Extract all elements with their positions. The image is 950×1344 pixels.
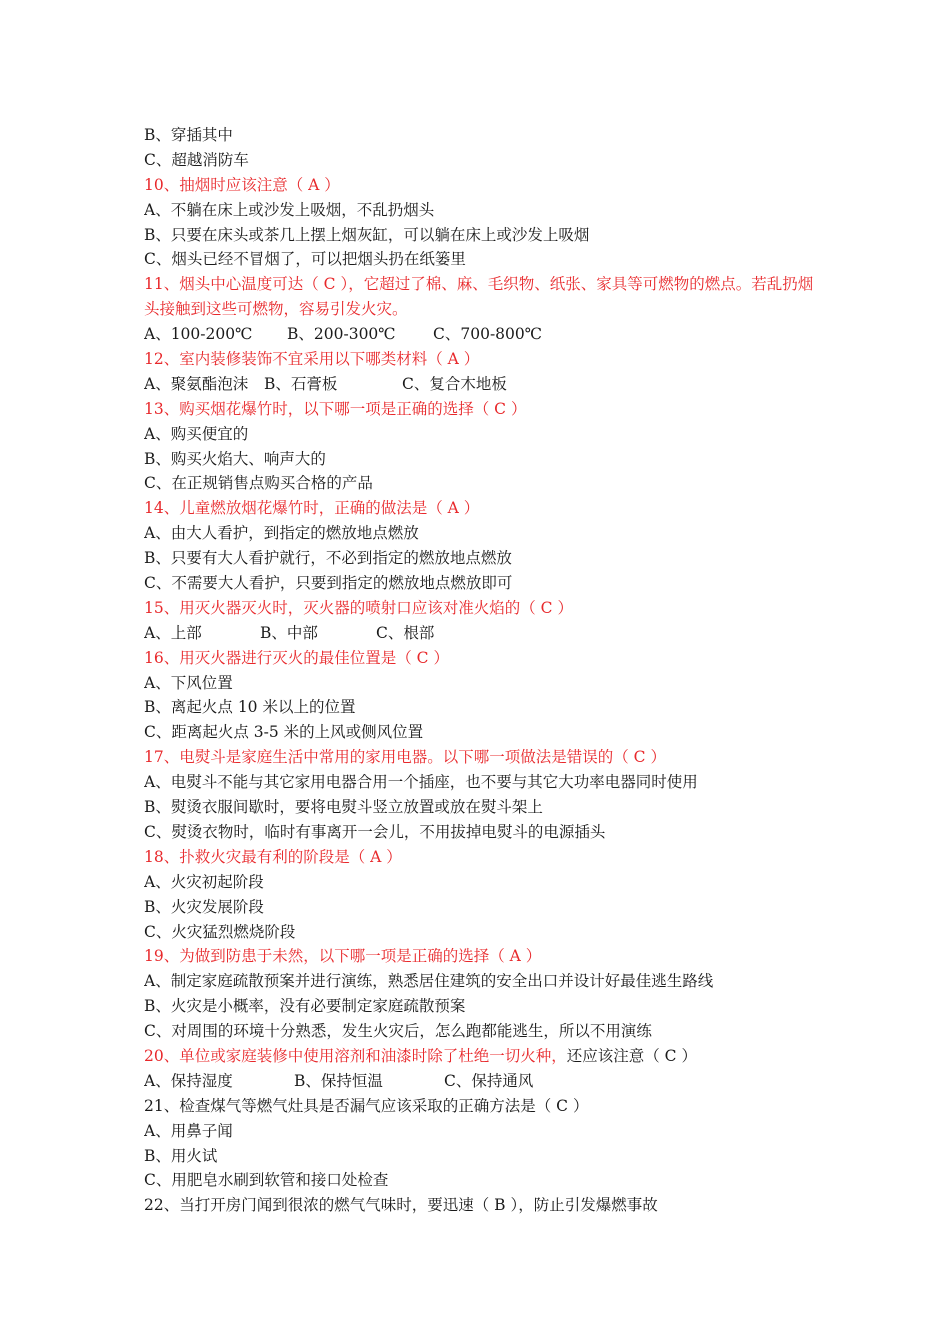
question-16: 16、用灭火器进行灭火的最佳位置是（ C ）: [144, 648, 449, 667]
option-line: A、由大人看护，到指定的燃放地点燃放: [144, 524, 419, 543]
option-line: C、不需要大人看护，只要到指定的燃放地点燃放即可: [144, 574, 513, 593]
option-line: C、火灾猛烈燃烧阶段: [144, 922, 296, 941]
option-line: A、制定家庭疏散预案并进行演练，熟悉居住建筑的安全出口并设计好最佳逃生路线: [144, 972, 714, 991]
question-11-line2: 头接触到这些可燃物，容易引发火灾。: [144, 300, 408, 319]
option-line: B、用火试: [144, 1146, 218, 1165]
option-line: A、电熨斗不能与其它家用电器合用一个插座，也不要与其它大功率电器同时使用: [144, 773, 698, 792]
option-c: C、保持通风: [444, 1071, 534, 1090]
quiz-content: [144, 123, 824, 1218]
question-11-line1: 11、烟头中心温度可达（ C ），它超过了棉、麻、毛织物、纸张、家具等可燃物的燃点。若乱扔烟: [144, 275, 814, 294]
option-line: B、火灾发展阶段: [144, 897, 264, 916]
question-15: 15、用灭火器灭火时，灭火器的喷射口应该对准火焰的（ C ）: [144, 598, 573, 617]
question-12: 12、室内装修装饰不宜采用以下哪类材料（ A ）: [144, 350, 480, 369]
option-c: C、根部: [376, 623, 435, 642]
option-b: B、石膏板: [264, 374, 338, 393]
option-line: C、距离起火点 3-5 米的上风或侧风位置: [144, 723, 424, 742]
option-line: C、对周围的环境十分熟悉，发生火灾后，怎么跑都能逃生，所以不用演练: [144, 1022, 652, 1041]
option-line: C、烟头已经不冒烟了，可以把烟头扔在纸篓里: [144, 250, 466, 269]
question-20: [144, 1044, 824, 1069]
question-10: 10、抽烟时应该注意（ A ）: [144, 175, 340, 194]
option-line: B、火灾是小概率，没有必要制定家庭疏散预案: [144, 997, 466, 1016]
option-b: B、200-300℃: [287, 325, 396, 344]
option-row: [144, 322, 824, 347]
question-20-red-part: 20、单位或家庭装修中使用溶剂和油漆时除了杜绝一切火种，: [144, 1046, 567, 1065]
question-17: 17、电熨斗是家庭生活中常用的家用电器。以下哪一项做法是错误的（ C ）: [144, 748, 666, 767]
option-a: A、聚氨酯泡沫: [144, 374, 249, 393]
option-line: B、只要在床头或茶几上摆上烟灰缸，可以躺在床上或沙发上吸烟: [144, 225, 590, 244]
option-line: C、超越消防车: [144, 150, 249, 169]
option-line: C、熨烫衣物时，临时有事离开一会儿，不用拔掉电熨斗的电源插头: [144, 822, 606, 841]
option-c: C、700-800℃: [433, 325, 543, 344]
option-line: A、下风位置: [144, 673, 233, 692]
question-22: 22、当打开房门闻到很浓的燃气气味时，要迅速（ B ），防止引发爆燃事故: [144, 1196, 658, 1215]
option-line: C、用肥皂水刷到软管和接口处检查: [144, 1171, 389, 1190]
option-line: B、熨烫衣服间歇时，要将电熨斗竖立放置或放在熨斗架上: [144, 798, 543, 817]
option-line: A、购买便宜的: [144, 424, 249, 443]
option-row: [144, 372, 824, 397]
option-b: B、保持恒温: [294, 1071, 383, 1090]
option-line: A、不躺在床上或沙发上吸烟，不乱扔烟头: [144, 200, 435, 219]
question-18: 18、扑救火灾最有利的阶段是（ A ）: [144, 847, 402, 866]
question-19: 19、为做到防患于未然，以下哪一项是正确的选择（ A ）: [144, 947, 542, 966]
option-line: B、穿插其中: [144, 126, 233, 144]
option-row: [144, 1069, 824, 1094]
option-line: A、用鼻子闻: [144, 1121, 233, 1140]
option-a: A、保持湿度: [144, 1071, 233, 1090]
question-21: 21、检查煤气等燃气灶具是否漏气应该采取的正确方法是（ C ）: [144, 1096, 589, 1115]
option-a: A、上部: [144, 623, 202, 642]
option-line: C、在正规销售点购买合格的产品: [144, 474, 373, 493]
question-20-black-part: 还应该注意（ C ）: [566, 1046, 697, 1065]
question-14: 14、儿童燃放烟花爆竹时，正确的做法是（ A ）: [144, 499, 480, 518]
option-b: B、中部: [260, 623, 318, 642]
option-line: B、购买火焰大、响声大的: [144, 449, 326, 468]
option-line: B、只要有大人看护就行，不必到指定的燃放地点燃放: [144, 549, 512, 568]
option-line: A、火灾初起阶段: [144, 872, 264, 891]
option-a: A、100-200℃: [144, 325, 253, 344]
option-row: [144, 621, 824, 646]
option-c: C、复合木地板: [402, 374, 507, 393]
question-13: 13、购买烟花爆竹时，以下哪一项是正确的选择（ C ）: [144, 399, 527, 418]
option-line: B、离起火点 10 米以上的位置: [144, 698, 356, 717]
